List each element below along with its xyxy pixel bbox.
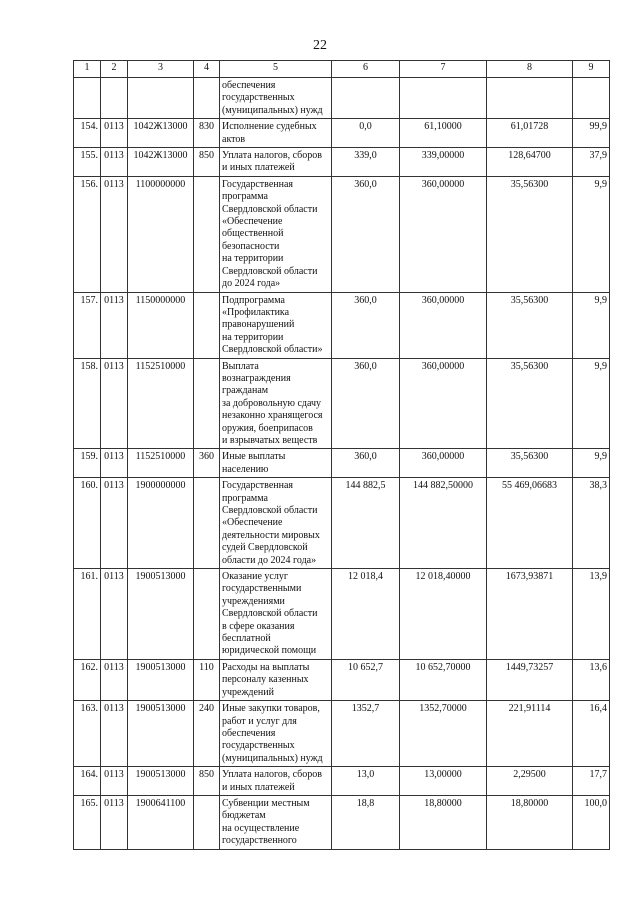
planned-amount-cell: 12 018,4: [332, 569, 400, 660]
executed-amount-cell: 221,91114: [487, 701, 573, 767]
section-code-cell: 0113: [101, 176, 128, 292]
target-article-code-cell: 1150000000: [128, 292, 194, 358]
section-code-cell: 0113: [101, 358, 128, 449]
expense-type-cell: [194, 795, 220, 849]
refined-amount-cell: 144 882,50000: [400, 478, 487, 569]
execution-percent-cell: [573, 78, 610, 119]
row-number-cell: 155.: [74, 148, 101, 177]
refined-amount-cell: 10 652,70000: [400, 659, 487, 700]
section-code-cell: 0113: [101, 292, 128, 358]
refined-amount-cell: 13,00000: [400, 767, 487, 796]
execution-percent-cell: 9,9: [573, 449, 610, 478]
target-article-code-cell: 1900641100: [128, 795, 194, 849]
execution-percent-cell: 16,4: [573, 701, 610, 767]
column-header: 8: [487, 61, 573, 78]
table-row: [74, 701, 610, 767]
budget-table: [73, 60, 610, 850]
expense-type-cell: [194, 358, 220, 449]
row-number-cell: 165.: [74, 795, 101, 849]
execution-percent-cell: 13,9: [573, 569, 610, 660]
column-header: 3: [128, 61, 194, 78]
planned-amount-cell: 13,0: [332, 767, 400, 796]
expense-type-cell: 110: [194, 659, 220, 700]
item-name-cell: Выплата вознаграждения гражданам за добровольную сдачу незаконно хранящегося оружия, боеприпасов и взрывчатых веществ: [220, 358, 332, 449]
table-row: [74, 292, 610, 358]
row-number-cell: 158.: [74, 358, 101, 449]
item-name-cell: Иные выплаты населению: [220, 449, 332, 478]
section-code-cell: 0113: [101, 148, 128, 177]
execution-percent-cell: 100,0: [573, 795, 610, 849]
refined-amount-cell: 18,80000: [400, 795, 487, 849]
section-code-cell: 0113: [101, 119, 128, 148]
table-body: [74, 78, 610, 850]
refined-amount-cell: 61,10000: [400, 119, 487, 148]
table-row: [74, 358, 610, 449]
table-row: [74, 78, 610, 119]
planned-amount-cell: 1352,7: [332, 701, 400, 767]
execution-percent-cell: 9,9: [573, 176, 610, 292]
execution-percent-cell: 37,9: [573, 148, 610, 177]
item-name-cell: Уплата налогов, сборов и иных платежей: [220, 767, 332, 796]
execution-percent-cell: 13,6: [573, 659, 610, 700]
target-article-code-cell: 1900000000: [128, 478, 194, 569]
row-number-cell: 163.: [74, 701, 101, 767]
column-header: 4: [194, 61, 220, 78]
table-row: [74, 176, 610, 292]
executed-amount-cell: 1449,73257: [487, 659, 573, 700]
row-number-cell: 159.: [74, 449, 101, 478]
executed-amount-cell: 1673,93871: [487, 569, 573, 660]
planned-amount-cell: [332, 78, 400, 119]
planned-amount-cell: 10 652,7: [332, 659, 400, 700]
page-number: 22: [313, 38, 327, 53]
executed-amount-cell: 35,56300: [487, 176, 573, 292]
planned-amount-cell: 360,0: [332, 176, 400, 292]
item-name-cell: Оказание услуг государственными учреждениями Свердловской области в сфере оказания бесплатной юридической помощи: [220, 569, 332, 660]
planned-amount-cell: 339,0: [332, 148, 400, 177]
planned-amount-cell: 0,0: [332, 119, 400, 148]
row-number-cell: 157.: [74, 292, 101, 358]
section-code-cell: 0113: [101, 478, 128, 569]
target-article-code-cell: 1100000000: [128, 176, 194, 292]
executed-amount-cell: 35,56300: [487, 449, 573, 478]
expense-type-cell: 850: [194, 148, 220, 177]
expense-type-cell: [194, 176, 220, 292]
section-code-cell: 0113: [101, 767, 128, 796]
refined-amount-cell: 360,00000: [400, 358, 487, 449]
column-header: 6: [332, 61, 400, 78]
table-row: [74, 795, 610, 849]
planned-amount-cell: 360,0: [332, 292, 400, 358]
expense-type-cell: 360: [194, 449, 220, 478]
execution-percent-cell: 99,9: [573, 119, 610, 148]
planned-amount-cell: 360,0: [332, 358, 400, 449]
header-row: [74, 61, 610, 78]
refined-amount-cell: 360,00000: [400, 176, 487, 292]
row-number-cell: 160.: [74, 478, 101, 569]
item-name-cell: Расходы на выплаты персоналу казенных учреждений: [220, 659, 332, 700]
target-article-code-cell: 1152510000: [128, 449, 194, 478]
item-name-cell: Исполнение судебных актов: [220, 119, 332, 148]
item-name-cell: Подпрограмма «Профилактика правонарушений на территории Свердловской области»: [220, 292, 332, 358]
planned-amount-cell: 144 882,5: [332, 478, 400, 569]
table-row: [74, 449, 610, 478]
execution-percent-cell: 9,9: [573, 292, 610, 358]
section-code-cell: 0113: [101, 449, 128, 478]
table-row: [74, 569, 610, 660]
refined-amount-cell: 339,00000: [400, 148, 487, 177]
item-name-cell: Государственная программа Свердловской области «Обеспечение общественной безопасности на территории Свердловской области до 2024 года»: [220, 176, 332, 292]
target-article-code-cell: 1900513000: [128, 767, 194, 796]
refined-amount-cell: [400, 78, 487, 119]
table-row: [74, 119, 610, 148]
executed-amount-cell: 2,29500: [487, 767, 573, 796]
row-number-cell: 164.: [74, 767, 101, 796]
refined-amount-cell: 12 018,40000: [400, 569, 487, 660]
expense-type-cell: 850: [194, 767, 220, 796]
execution-percent-cell: 38,3: [573, 478, 610, 569]
table-row: [74, 478, 610, 569]
refined-amount-cell: 360,00000: [400, 292, 487, 358]
expense-type-cell: [194, 569, 220, 660]
expense-type-cell: 830: [194, 119, 220, 148]
column-header: 2: [101, 61, 128, 78]
refined-amount-cell: 360,00000: [400, 449, 487, 478]
executed-amount-cell: 128,64700: [487, 148, 573, 177]
planned-amount-cell: 18,8: [332, 795, 400, 849]
item-name-cell: Государственная программа Свердловской области «Обеспечение деятельности мировых судей Свердловской области до 2024 года»: [220, 478, 332, 569]
table-row: [74, 767, 610, 796]
planned-amount-cell: 360,0: [332, 449, 400, 478]
section-code-cell: 0113: [101, 795, 128, 849]
target-article-code-cell: 1042Ж13000: [128, 148, 194, 177]
row-number-cell: 161.: [74, 569, 101, 660]
target-article-code-cell: 1152510000: [128, 358, 194, 449]
execution-percent-cell: 9,9: [573, 358, 610, 449]
expense-type-cell: 240: [194, 701, 220, 767]
section-code-cell: 0113: [101, 569, 128, 660]
column-header: 5: [220, 61, 332, 78]
expense-type-cell: [194, 292, 220, 358]
executed-amount-cell: 55 469,06683: [487, 478, 573, 569]
target-article-code-cell: 1900513000: [128, 701, 194, 767]
refined-amount-cell: 1352,70000: [400, 701, 487, 767]
column-header: 9: [573, 61, 610, 78]
executed-amount-cell: 35,56300: [487, 358, 573, 449]
row-number-cell: 156.: [74, 176, 101, 292]
executed-amount-cell: 18,80000: [487, 795, 573, 849]
section-code-cell: 0113: [101, 659, 128, 700]
section-code-cell: [101, 78, 128, 119]
column-header: 1: [74, 61, 101, 78]
execution-percent-cell: 17,7: [573, 767, 610, 796]
target-article-code-cell: 1900513000: [128, 659, 194, 700]
target-article-code-cell: [128, 78, 194, 119]
table-row: [74, 659, 610, 700]
expense-type-cell: [194, 78, 220, 119]
target-article-code-cell: 1042Ж13000: [128, 119, 194, 148]
executed-amount-cell: 61,01728: [487, 119, 573, 148]
section-code-cell: 0113: [101, 701, 128, 767]
item-name-cell: Субвенции местным бюджетам на осуществление государственного: [220, 795, 332, 849]
row-number-cell: [74, 78, 101, 119]
item-name-cell: Уплата налогов, сборов и иных платежей: [220, 148, 332, 177]
item-name-cell: Иные закупки товаров, работ и услуг для обеспечения государственных (муниципальных) нужд: [220, 701, 332, 767]
executed-amount-cell: 35,56300: [487, 292, 573, 358]
table-row: [74, 148, 610, 177]
row-number-cell: 154.: [74, 119, 101, 148]
target-article-code-cell: 1900513000: [128, 569, 194, 660]
column-header: 7: [400, 61, 487, 78]
expense-type-cell: [194, 478, 220, 569]
row-number-cell: 162.: [74, 659, 101, 700]
item-name-cell: обеспечения государственных (муниципальных) нужд: [220, 78, 332, 119]
executed-amount-cell: [487, 78, 573, 119]
